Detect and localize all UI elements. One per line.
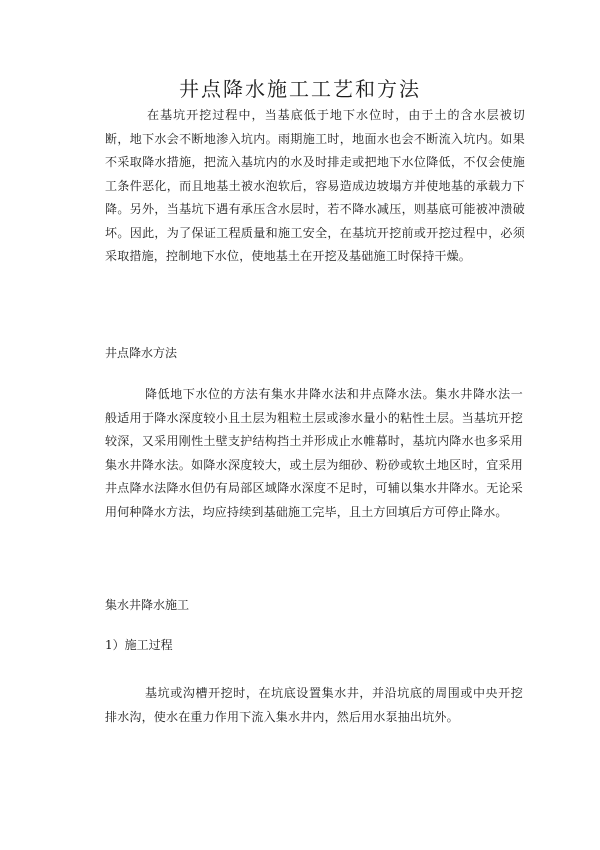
intro-paragraph: 在基坑开挖过程中，当基底低于地下水位时，由于土的含水层被切断，地下水会不断地渗入坑内。雨期施工时，地面水也会不断流入坑内。如果不采取降水措施，把流入基坑内的水及时排走或把地下水位降低，不仅会使施工条件恶化，而且地基土被水泡软后，容易造成边坡塌方并使地基的承载力下降。另外，当基坑下遇有承压含水层时，若不降水减压，则基底可能被冲溃破坏。因此，为了保证工程质量和施工安全，在基坑开挖前或开挖过程中，必须采取措施，控制地下水位，使地基土在开挖及基础施工时保持干燥。 — [105, 108, 525, 263]
section-paragraph-dewatering-methods: 降低地下水位的方法有集水井降水法和井点降水法。集水井降水法一般适用于降水深度较小且土层为粗粒土层或渗水量小的粘性土层。当基坑开挖较深，又采用刚性土壁支护结构挡土并形成止水帷幕时，基坑内降水也多采用集水井降水法。如降水深度较大，或土层为细砂、粉砂或软土地区时，宜采用井点降水法降水但仍有局部区域降水深度不足时，可辅以集水井降水。无论采用何种降水方法，均应持续到基础施工完毕，且土方回填后方可停止降水。 — [105, 387, 523, 519]
document-title: 井点降水施工工艺和方法 — [179, 77, 421, 101]
section-heading-sump-dewatering: 集水井降水施工 — [105, 598, 190, 612]
subsection-heading-construction-process: 1）施工过程 — [105, 638, 173, 652]
subsection-paragraph-construction-process: 基坑或沟槽开挖时，在坑底设置集水井，并沿坑底的周围或中央开挖排水沟，使水在重力作用下流入集水井内，然后用水泵抽出坑外。 — [105, 686, 523, 724]
section-heading-well-point-dewatering-method: 井点降水方法 — [105, 346, 178, 360]
